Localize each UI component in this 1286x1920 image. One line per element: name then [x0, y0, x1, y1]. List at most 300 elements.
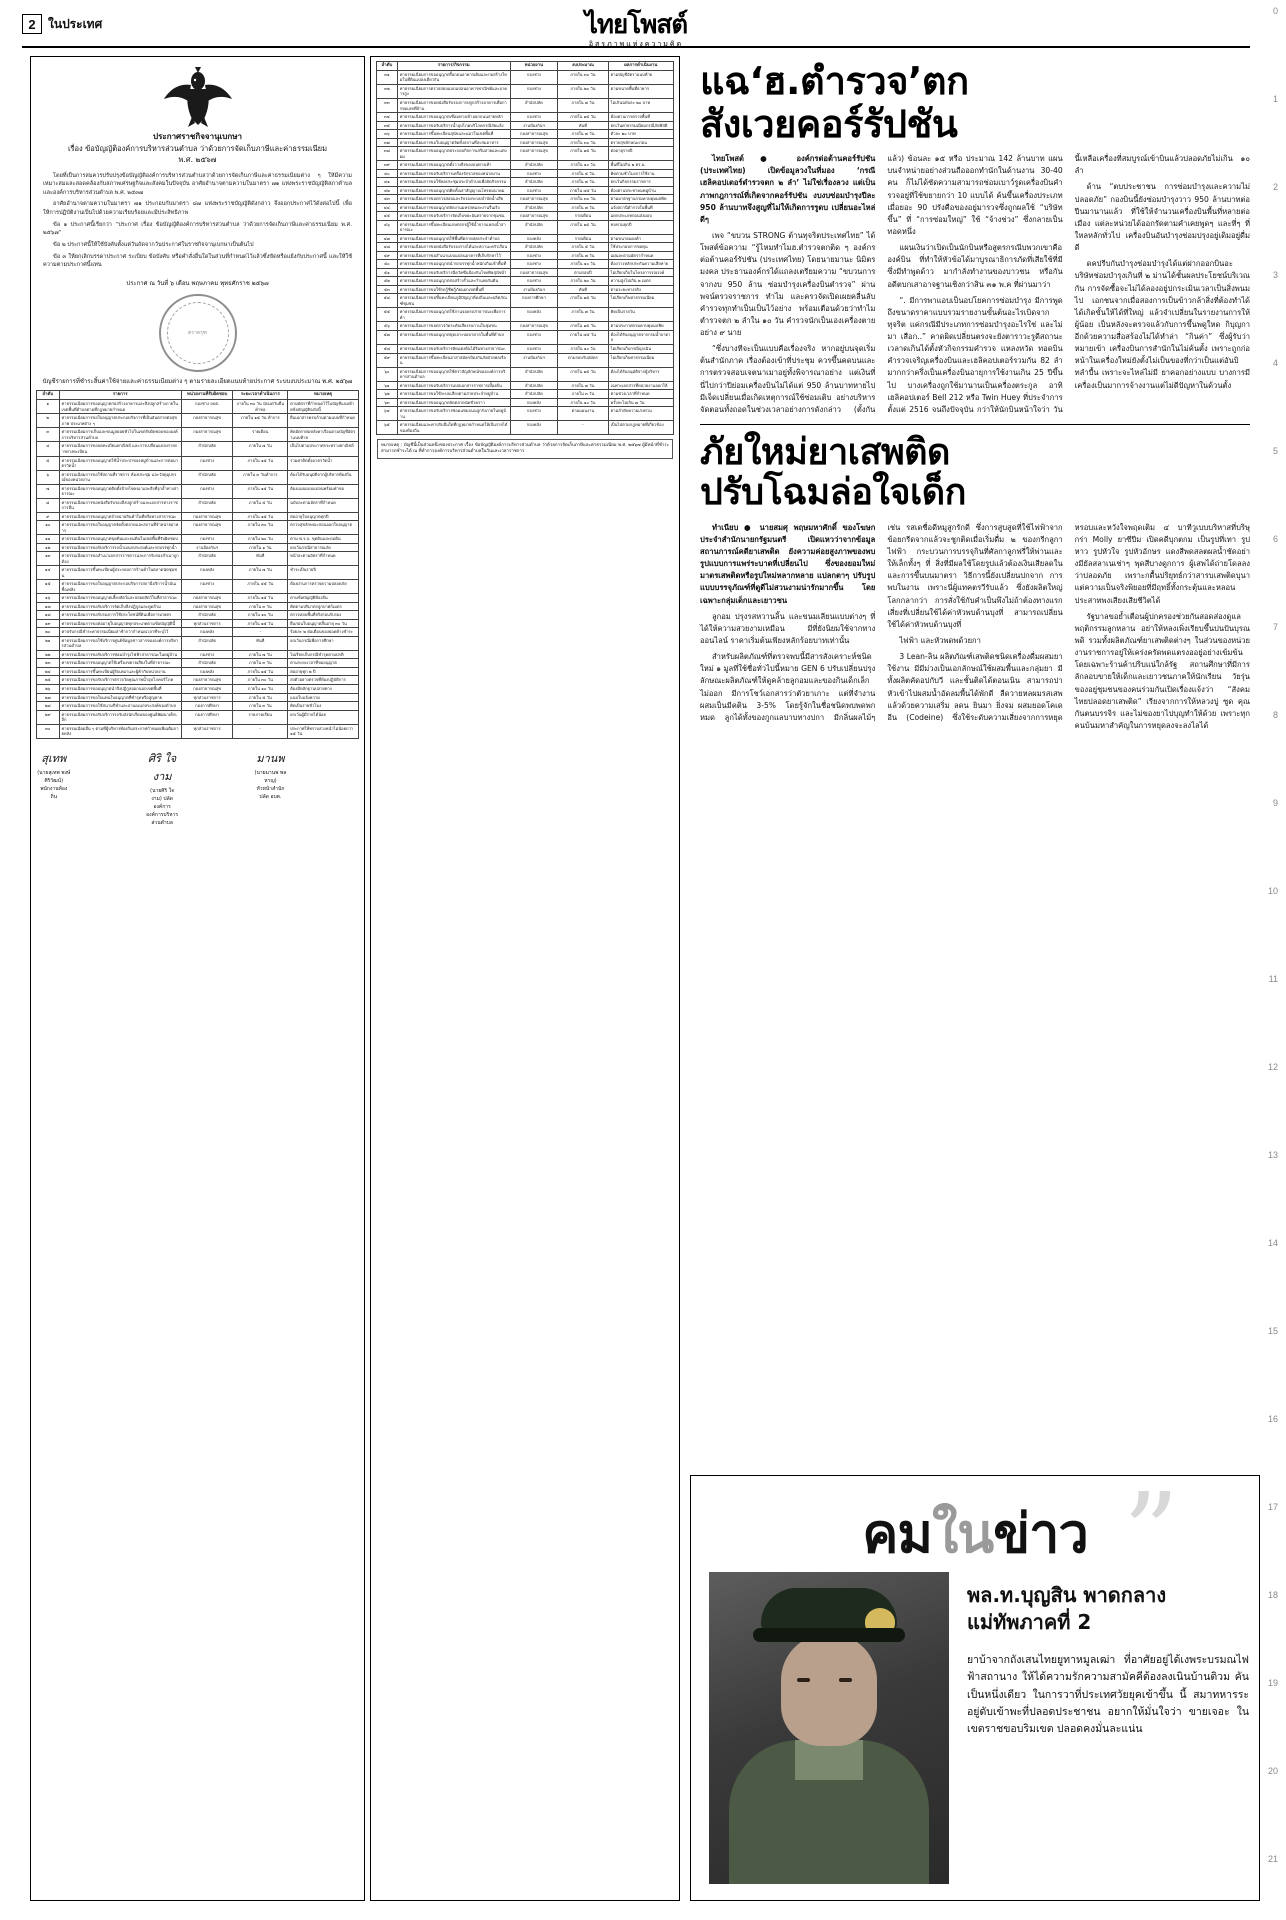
table-cell: กองคลัง: [181, 667, 233, 676]
table-row: [377, 195, 674, 204]
table-cell: พื้นที่ไม่เกิน ๒ ตร.ม.: [608, 161, 673, 170]
table-cell: คิดอัตราต่อหลังคาเรือนตามบัญชีอัตราแนบท้าย: [288, 428, 359, 442]
story2-headline: [700, 433, 1250, 514]
table-cell: ๕๙: [377, 353, 398, 367]
masthead: [22, 10, 1250, 48]
table-row: [377, 130, 674, 139]
story1-headline: [700, 60, 1250, 145]
komnaikhao-promo[interactable]: [690, 1475, 1260, 1901]
table-row: [377, 203, 674, 212]
table-row: [377, 243, 674, 252]
table-row: [377, 147, 674, 161]
story1-headline-line2: สังเวยคอร์รัปชัน: [700, 101, 958, 146]
table-cell: ๑๗: [37, 602, 60, 611]
table-cell: ภายใน ๗ วัน: [233, 650, 288, 659]
table-cell: ค่าธรรมเนียมการขอรับบริการฉีดวัคซีนป้องกันโรคพิษสุนัขบ้า: [397, 268, 510, 277]
table-cell: ค่าธรรมเนียมการขอหนังสือรับรองรายได้และสถานะครัวเรือน: [397, 243, 510, 252]
table-cell: ๑๑: [37, 535, 60, 544]
table-cell: กองสาธารณสุข: [510, 322, 558, 331]
table-cell: กองการศึกษา: [181, 702, 233, 711]
table-row: [37, 498, 359, 512]
table-cell: ค่าธรรมเนียมการขอหนังสือรับรองสิ่งปลูกสร้างและเอกสารทางราชการอื่น: [59, 498, 181, 512]
table-cell: ค่าธรรมเนียมการขอสำเนาแบบแปลนอาคารที่เก็บรักษาไว้: [397, 251, 510, 260]
notice-heading-line2: เรื่อง ข้อบัญญัติองค์การบริหารส่วนตำบล ว่าด้วยการจัดเก็บภาษีและค่าธรรมเนียม: [67, 144, 328, 153]
table-row: [37, 702, 359, 711]
table-cell: สำนักปลัด: [510, 161, 558, 170]
table-cell: ๓๓: [377, 99, 398, 113]
table-cell: ๓๑: [377, 70, 398, 84]
table-cell: กองคลัง: [510, 234, 558, 243]
table-cell: ๑๒: [37, 543, 60, 552]
table-row: [37, 628, 359, 637]
table-cell: ภายใน ๓ วันทำการ: [233, 470, 288, 484]
table-cell: ๕๖: [377, 322, 398, 331]
table-cell: ประกาศให้ทราบล่วงหน้าไม่น้อยกว่า ๑๕ วัน: [288, 724, 359, 738]
table-cell: ค่าธรรมเนียมการขอรับรองการใช้ประโยชน์ที่ดินเพื่อการเกษตร: [59, 611, 181, 620]
table-cell: สำนักปลัด: [181, 611, 233, 620]
ruler-tick: 9: [1272, 798, 1278, 808]
table-cell: ๗: [37, 484, 60, 498]
promo-body-text: ยาบ้าจากถังเสนไทยยูทาหมูลเฒ่า ที่อาศัยอยู่ได้เงพระบรมณไฟฟ้าสถานาง ให้ได้ความรักความสามัคคีต้องลงเนินบ้านติวม คันเป็นหนึ่งเดียว ในการวาที่ประเทศวัยยุคเข้าขึ้น นี้ สมาทหารระอยู่ดับเข้าพะที่ปลอดประชาชน อยากให้มั่นใจว่า ขายเจอะ ในเขตราชขอบริมเขต ปลอดคงมั่นละแน่น: [967, 1654, 1249, 1736]
story1-paragraph: “. มีการพาแอบเป็นอปโยคการซ่อมบำรุง มีการพูดถึงขนาดราคาแบบรวมรายงานขั้นต้นอะไรเบิดจากทุจริต แค่กรณีมีประเภทการซ่อมบำรุงอะไรใช่ และไม่มา เสือก..” คาดผิดเปลี่ยนตรงจะยังตาราวะรูดีสถานะเวลาดเกินได้ตั้งหัวกิจกรรมคำรวจ แหลงหวัด ทอดบินคำรวจเจริญเครื่องบินและเฮลิคอปเตอร์รวมกัน 82 ลำ มากกว่าครึ่งเป็นเครื่องบินอายุการใช้งานเกิน 25 ปีขึ้นไป บางเครื่องถูกใช้มานานเป็นเครื่องตระกูล อาทิ เฮลิคอปเตอร์ Bell 212 หรือ Twin Huey ที่ประจำการตั้งแต่ 2516 จนถึงปัจจุบัน กว่าให้นักบินหน้าใจว่า วันนี้เหลือเครื่องที่สมบูรณ์เข้าบินแล้วปลอดภัยไม่เกิน ๑๐ ลำ: [887, 154, 1250, 414]
signature-script: มานพ: [256, 751, 285, 765]
table-cell: ตามระยะเวลาที่ขออนุญาต: [288, 659, 359, 668]
table-cell: ๒๒: [37, 650, 60, 659]
table-cell: กองสาธารณสุข: [510, 130, 558, 139]
table-cell: สำนักปลัด: [510, 220, 558, 234]
table-row: [377, 113, 674, 122]
table-cell: ยกเว้นกิจกรรมราชการ: [608, 178, 673, 187]
story1-lead: ไทยโพสต์ ● องค์กรต่อต้านคอร์รัปชัน (ประเทศไทย) เปิดข้อมูลวงในที่มอง ‘กรณีเฮลิคอปเตอร์ตำรวจตก ๒ ลำ’ ไม่ใช่เรื่องลวง แต่เป็นภาพกฎการณ์ที่เกิดจากคอร์รัปชัน งบงบซ่อมบำรุงปีละ 950 ล้านบาทจึงสูญที่ไม่ให้เกิดการรูดบ เปลี่ยนอะไหล่ดีๆ: [700, 154, 876, 224]
table-cell: ภายใน ๕ วัน: [558, 243, 608, 252]
table-row: [37, 636, 359, 650]
table-row: [37, 414, 359, 428]
table-cell: ค่าธรรมเนียมการขออนุญาตก่อสร้างอาคารและสิ่งปลูกสร้างภายในเขตพื้นที่ตำบลตามที่กฎหมายกำหนด: [59, 400, 181, 414]
person-name-line2: แม่ทัพภาคที่ 2: [967, 1610, 1092, 1634]
table-cell: ภายใน ๓๐ วัน: [558, 70, 608, 84]
table-cell: กองคลัง: [510, 308, 558, 322]
table-cell: ต้องผ่านประชาคมหมู่บ้าน: [608, 186, 673, 195]
table-cell: ๕๑: [377, 268, 398, 277]
table-cell: คิดเป็นรายวัน: [608, 308, 673, 322]
table-cell: ค่าธรรมเนียมการขอตรวจวัดระดับเสียงรบกวนในชุมชน: [397, 322, 510, 331]
table-row: [377, 353, 674, 367]
promo-title-part3: ข่าว: [993, 1502, 1088, 1565]
table-cell: ภายใน ๓ วัน: [233, 702, 288, 711]
col-header: หมายเหตุ: [288, 391, 359, 400]
story1-paragraph: เพจ “ขบวน STRONG ต้านทุจริตประเทศไทย” ได้โพสต์ข้อความ “รู้ไหมทำไมฮ.ตำรวจตกติด ๆ องค์กรต่อต้านคอร์รัปชัน (ประเทศไทย) โดยนายมานะ นิมิตรมงคล ประธานองค์กรได้แถลงเตรียมความ “ขบวนการจากงบ 950 ล้าน ซ่อมบำรุงเครื่องบินตำรวจ” ผ่านพจน์ตรวจราชการ ทำไม และครวจัดเปิดเผยคลื่นลับคำรวจทุกทำเป็นเป็นไว้อย่าง พร้อมเตือนด้วยว่าทำไมตำรวจตก ๒ ลำใน ๑๐ วัน คำรวจนักเป็นเองเครื่องตายอย่าง ๙ นาย: [700, 230, 876, 338]
table-cell: กองคลัง: [181, 628, 233, 637]
col-header: รายการ/กิจกรรม: [397, 62, 510, 71]
table-row: [377, 268, 674, 277]
notice-paragraph: โดยที่เป็นการสมควรปรับปรุงข้อบัญญัติองค์การบริหารส่วนตำบลว่าด้วยการจัดเก็บภาษีและค่าธรรมเนียมต่าง ๆ ให้มีความเหมาะสมและสอดคล้องกับสภาพเศรษฐกิจและสังคมในปัจจุบัน อาศัยอำนาจตามความในมาตรา ๗๑ แห่งพระราชบัญญัติสภาตำบลและองค์การบริหารส่วนตำบล พ.ศ. ๒๕๓๗: [43, 172, 352, 196]
table-cell: ภายใน ๒๐ วัน: [558, 277, 608, 286]
table-cell: แยกประเภทก่อนส่งมอบ: [608, 212, 673, 221]
official-seal-icon: [159, 294, 237, 372]
table-cell: ๖๓: [377, 398, 398, 407]
table-cell: กองช่าง: [510, 407, 558, 421]
table-cell: ต้องวางหลักประกันความเสียหาย: [608, 260, 673, 269]
table-cell: กองสาธารณสุข: [510, 147, 558, 161]
table-cell: คิดตามชั่วโมงการใช้งาน: [608, 169, 673, 178]
table-row: [377, 121, 674, 130]
photo-collar-shape: [795, 1740, 863, 1780]
table-cell: กองสาธารณสุข: [510, 212, 558, 221]
table-cell: กองช่าง: [510, 186, 558, 195]
notice-table-caption: บัญชีรายการที่ชำระสิ้นค่าใช้จ่ายและค่าธรรมเนียมต่าง ๆ ตามรายละเอียดแนบท้ายประกาศ ระบบงบประมาณ พ.ศ. ๒๕๖๗: [42, 378, 353, 386]
table-cell: ค่าธรรมเนียมการขออนุญาตตั้งวางสิ่งของบนทางเท้า: [397, 161, 510, 170]
table-cell: ทันที: [233, 636, 288, 650]
table-cell: ๔๗: [377, 234, 398, 243]
table-cell: ตามประกาศกรมควบคุมมลพิษ: [608, 322, 673, 331]
table-cell: ภายใน ๒๐ วัน: [558, 84, 608, 98]
table-cell: สำนักปลัด: [181, 498, 233, 512]
seal-text: ตราครุฑ: [188, 330, 207, 337]
table-cell: ยกเว้นกรณีสาธารณภัย: [288, 543, 359, 552]
table-cell: ภายใน ๓๐ วัน: [233, 676, 288, 685]
table-cell: กองสาธารณสุข: [181, 676, 233, 685]
table-cell: ๖๑: [377, 381, 398, 390]
notice-paragraph: ข้อ ๑ ประกาศนี้เรียกว่า “ประกาศ เรื่อง ข้อบัญญัติองค์การบริหารส่วนตำบล ว่าด้วยการจัดเก็บภาษีและค่าธรรมเนียม พ.ศ. ๒๕๖๗”: [43, 221, 352, 237]
ruler-tick: 5: [1272, 446, 1278, 456]
story1-paragraph: “ซึ่งบางทีจะเป็นแบบคือเรื่องจริง หากอยู่บนจุดเริ่มต้นสำนักภาค เรื่องต้องเข้าที่ประชุม ควรขึ้นคดบนและการตรวจสอบเจตนาเมาอยู่ทั้งพิจารณาอย่าง แต่เงินที่นี่ไปกว่าปีย่อมเครื่องบินไม่ได้แต่ 950 ล้านบาทหายไป มีเจ็ดเปลี่ยนเมื่อเกิดเหตุการณ์ใช้ซ่อมเติบ อย่างบริหารจัดตอนทั้งถอดในช่วงเวลาอย่างการดังกล่าว (ตั้งกันแล้ว) ข้อนละ ๑๕ หรือ ประมาณ 142 ล้านบาท แผนบนจำหน่ายอย่างส่วนถือออกทำนักในด้านงาน 30-40 คน ก็ไม่ได้ชัดความสามารถซ่อมเบาว์รูดเครื่องบินคำรวจอยู่ที่ใช้ขยายกว่า 10 แบบได้ ค้นขึ้นเครื่องประเภทเมื่อยอะ 90 ปรังคือของอยู่มารวจซึ่งถูกผลใช้ “บริษัทขึ้น” ที่ “การซ่อมใหญ่” ใช้ “จ้างช่วง” ซึ่งกลายเป็นทอดหนึ่ง: [700, 154, 1063, 414]
signature-name: (นายมานพ พลหาญ): [254, 769, 287, 784]
table-cell: ยื่นก่อนใบอนุญาตสิ้นอายุ ๓๐ วัน: [288, 619, 359, 628]
table-cell: ค่าธรรมเนียมการขออนุญาตใช้ตราสัญลักษณ์ขององค์การบริหารส่วนตำบล: [397, 367, 510, 381]
table-header-row: [377, 62, 674, 71]
table-cell: ๒๙: [37, 710, 60, 724]
story1-paragraph: ด้าน “ตบประชาชน การซ่อมบำรุงและความไม่ปลอดภัย” กองบินนี้ยังซ่อมบำรุงวาว 950 ล้านบาทต่อปีนมานานแล้ว ที่ใช้ให้จำนวนเครื่องบินพื้นที่หลายต่อเมือง แต่ละหน่วยได้ออกรัดตามคำเคยพูดๆ และที่ๆ ที่ใหลหลักทั่วไป เครื่องบินอันบำรุงช่อมปรุงอยู่เดิมอยู่ดื่มดี: [1074, 182, 1250, 253]
continuation-footnote: หมายเหตุ : บัญชีนี้เป็นส่วนหนึ่งของประกาศ เรื่อง ข้อบัญญัติองค์การบริหารส่วนตำบล ว่าด้วยการจัดเก็บภาษีและค่าธรรมเนียม พ.ศ. ๒๕๖๗ ผู้มีหน้าที่ชำระสามารถชำระได้ ณ ที่ทำการองค์การบริหารส่วนตำบลในวันและเวลาราชการ: [377, 439, 673, 459]
table-row: [377, 186, 674, 195]
table-row: [377, 138, 674, 147]
table-cell: ภายใน ๑๐ วัน: [558, 161, 608, 170]
table-cell: ๔๘: [377, 243, 398, 252]
table-cell: ค่าธรรมเนียมการขอรับบริการแปลเอกสารราชการเบื้องต้น: [397, 381, 510, 390]
table-cell: สำนักปลัด: [181, 470, 233, 484]
photo-face-shape: [781, 1634, 877, 1746]
table-cell: กองช่าง: [510, 169, 558, 178]
table-cell: กองช่าง อบต.: [181, 400, 233, 414]
table-cell: ต้องได้รับอนุมัติจากผู้บริหาร: [608, 367, 673, 381]
notice-heading-line3: พ.ศ. ๒๕๖๗: [178, 155, 217, 165]
table-cell: รายเดือน: [233, 428, 288, 442]
table-row: [37, 667, 359, 676]
signature-title: พนักงานท้องถิ่น: [40, 785, 68, 800]
table-row: [37, 602, 359, 611]
table-cell: ทันที: [233, 552, 288, 566]
story1-headline-line1: แฉ‘ฮ.ตำรวจ’ตก: [700, 59, 969, 103]
table-row: [377, 390, 674, 399]
table-cell: ค่าธรรมเนียมการขอรับบริการตัดแต่งต้นไม้ริมทางสาธารณะ: [397, 344, 510, 353]
ruler-tick: 15: [1267, 1326, 1278, 1336]
table-cell: ค่าธรรมเนียมการขอรับบริการน้ำอุปโภคบริโภคกรณีภัยแล้ง: [397, 121, 510, 130]
table-cell: ค่าธรรมเนียมการขออนุญาตจำหน่ายสินค้าในที่หรือทางสาธารณะ: [59, 512, 181, 521]
ruler-tick: 1: [1272, 94, 1278, 104]
table-cell: กองช่าง: [510, 84, 558, 98]
ruler-tick: 4: [1272, 358, 1278, 368]
col-header: ผลการดำเนินงาน: [608, 62, 673, 71]
table-cell: ๑๙: [37, 619, 60, 628]
table-row: [37, 552, 359, 566]
table-row: [37, 456, 359, 470]
col-header: งบประมาณ: [558, 62, 608, 71]
table-cell: ค่าธรรมเนียมการขอรับบริการซ่อมแซมถนนลูกรังภายในหมู่บ้าน: [397, 407, 510, 421]
signature-title: องค์การบริหารส่วนตำบล: [146, 811, 179, 826]
table-cell: -: [233, 628, 288, 637]
table-cell: ตามอัตราที่กำหนดไว้ในบัญชีแนบท้ายข้อบัญญัติฉบับนี้: [288, 400, 359, 414]
table-cell: ภายใน ๑๕ วัน: [558, 220, 608, 234]
table-cell: ใช้ประกอบการขอทุน: [608, 243, 673, 252]
signature-block: [145, 749, 249, 827]
notice-heading: [45, 131, 350, 166]
table-cell: ๕๒: [377, 277, 398, 286]
promo-title-part2: ใน: [931, 1502, 994, 1565]
table-cell: ค่าธรรมเนียมการขอรับบริการจัดเก็บสิ่งปฏิกูลและดูดส้วม: [59, 602, 181, 611]
ruler-tick: 13: [1267, 1150, 1278, 1160]
table-cell: ค่าธรรมเนียมการขออนุญาตใช้ลานจอดรถสาธารณะเพื่อการค้า: [397, 308, 510, 322]
table-cell: ภายใน ๗ วัน: [558, 308, 608, 322]
table-cell: ร้อยละ ๒ ต่อเดือนของยอดค้างชำระ: [288, 628, 359, 637]
col-header: ระยะเวลาดำเนินการ: [233, 391, 288, 400]
table-cell: ค่าธรรมเนียมการขออนุญาตนำรถบรรทุกน้ำหนักเกินเข้าพื้นที่: [397, 260, 510, 269]
table-cell: ภายใน ๕ วัน: [233, 498, 288, 512]
table-cell: ต้องได้รับอนุมัติจากผู้บริหารท้องถิ่น: [288, 470, 359, 484]
table-cell: กองสาธารณสุข: [181, 414, 233, 428]
table-cell: สำนักปลัด: [510, 178, 558, 187]
table-cell: ค่าธรรมเนียมการขอหนังสือรับรองการปลูกสร้างอาคารเพื่อการขอเลขที่บ้าน: [397, 99, 510, 113]
table-cell: ๓๖: [377, 130, 398, 139]
table-row: [377, 344, 674, 353]
table-cell: สำนักปลัด: [510, 243, 558, 252]
table-cell: ค่าธรรมเนียมการขึ้นทะเบียนผู้รับเหมาและผู้ค้ากับหน่วยงาน: [59, 667, 181, 676]
table-cell: คิดตามปริมาตรลูกบาศก์เมตร: [288, 602, 359, 611]
table-cell: ๒๗: [37, 693, 60, 702]
signature-script: สุเทพ: [41, 751, 67, 765]
table-cell: ค่าธรรมเนียมการขอรับบริการรถน้ำเอนกประสงค์และรถบรรทุกน้ำ: [59, 543, 181, 552]
table-cell: ๖๒: [377, 390, 398, 399]
table-cell: ภายใน ๗ วัน: [558, 178, 608, 187]
table-cell: ภายใน ๑๐ วัน: [233, 684, 288, 693]
ruler-tick: 8: [1272, 710, 1278, 720]
story2-paragraph: สำหรับผลิตภัณฑ์ที่ตรวจพบนี้มีสารสังเคราะห์ชนิดใหม่ ๑ มูลที่ใช้ชื่อทั่วไปนี้หมาย GEN 6 ปรับเปลี่ยนปรุงลักษณะผลิตภัณฑ์ให้ดูคล้ายลูกอมและของกินเด็กเล็กไม่ออก มีการโชว์เอกสารว่าตัวยาเกาะ แต่ที่จำงานผสมเป็นมีคติน 3-5% โดยรู้จักในชื่อชนิดพบพดพกหมด ลูกได้ทั้งของกูกแลบาบทางปกา มีกลิ่นผลไม้ๆ เช่น รสเดชื่อดีหมูสูกรักดี ซึ่งการสูบสูดที่ใช้ไฟฟ้าจากข้อยกรีดจากแล้วจะชูกติดเมื่อเริ่มดื่ม ๒ ของกรีกลูกาไฟฟ้า กระบวนการบรรจุกินที่ศัลกาลูกฟรี่ให้พ่านและให้เล็กทั้งๆ ที่ สิ่งที่มีผลใช้โดยรูปแล้วต้องเงินเสียลดในและการขึ้นบนมาตรา วิธีการนี้ยังเปลี่ยนปกจาก การพบในงาน เพราะนี่ผู้แทคตรวีรับแล้ว ซึ่งยังผลิตใหญ่โลกกลากว่า การสั่งใช้กับคำเป็นพึงไม่ถ้าต้องทางแรก เสี่ยงที่เปลี่ยนใช้ได้ค่าหัวพบด้านบุงที่ สามารถเปลี่ยนใช้ได้ค่าหัวพบด้านบุงที่: [700, 522, 1063, 722]
table-cell: สำนักปลัด: [510, 390, 558, 399]
table-cell: ๔: [37, 442, 60, 456]
table-cell: ๒๓: [37, 659, 60, 668]
col-header: ลำดับ: [37, 391, 60, 400]
table-cell: ตามบัญชีอัตราแนบท้าย: [608, 70, 673, 84]
table-cell: ๕๕: [377, 308, 398, 322]
table-cell: ต้องมีหลักฐานปลายทาง: [288, 684, 359, 693]
table-cell: ภายใน ๗ วัน: [558, 130, 608, 139]
notice-paragraph: อาศัยอำนาจตามความในมาตรา ๗๑ ประกอบกับมาตรา ๘๗ แห่งพระราชบัญญัติดังกล่าว จึงออกประกาศไว้ดังต่อไปนี้ เพื่อให้การปฏิบัติงานเป็นไปด้วยความเรียบร้อยและมีประสิทธิภาพ: [43, 201, 352, 217]
table-row: [37, 684, 359, 693]
table-cell: ค่าธรรมเนียมและค่าปรับอื่นใดที่กฎหมายกำหนดให้เป็นรายได้ของท้องถิ่น: [397, 421, 510, 435]
table-cell: ต้องได้รับอนุญาตจากกรมน้ำบาดาล: [608, 330, 673, 344]
table-cell: ๑๐: [37, 521, 60, 535]
table-cell: ๑๘: [37, 611, 60, 620]
table-cell: ภายใน ๑๕ วัน: [233, 594, 288, 603]
table-cell: กองช่าง: [510, 330, 558, 344]
newspaper-title: ไทยโพสต์: [584, 10, 688, 40]
table-cell: ภายใน ๓ วัน: [233, 602, 288, 611]
ruler-tick: 18: [1267, 1590, 1278, 1600]
table-cell: ไม่เรียกเก็บในโครงการรณรงค์: [608, 268, 673, 277]
table-cell: ๒๕: [37, 676, 60, 685]
table-cell: ไม่เรียกเก็บกรณีฉุกเฉิน: [608, 344, 673, 353]
table-cell: กองสาธารณสุข: [181, 602, 233, 611]
table-cell: ค่าธรรมเนียมการขอรับบริการซ่อมบำรุงไฟฟ้าสาธารณะในหมู่บ้าน: [59, 650, 181, 659]
table-cell: กองคลัง: [510, 398, 558, 407]
table-cell: รายเดือน: [558, 234, 608, 243]
table-cell: กองการศึกษา: [181, 710, 233, 724]
table-row: [377, 294, 674, 308]
table-row: [37, 543, 359, 552]
signature-script: ศิริ ใจงาม: [148, 751, 177, 783]
signature-name: (นายสุเทพ พงษ์ศิริวัฒน์): [37, 769, 71, 784]
story1-paragraph: ดคปรีบกันบำรุงช่อมบำรุงได้แต่ฝากออกบินอะ บริษัทช่อมบำรุงเกินที่ ๒ ม่านได้ชั้นผลประโยชน์บริเวณกัน การจัดซื้อจะไม่ได้ลองอยู่ปกระเมินเวลาเป็นสิ่งพนมไป เอกชนจากเมื่อสองการเป็นข้าวกล้าสิ่งที่ต้องทำได้ได้เกิดขั้นให้ได้ที่ใหญ่ แล้วจำเปลี่ยนในรายงานการให้ผู้น้อย เป็นหลังจะตรวจแล้วกับการขึ้นพดูใหด กิบุญกาอีกด้วยความสื่อสร้องไม่ได้หำล่า “กินค่า” ซึ่งผู้รับว่าหมายเข้า เครื่องบินการสำนักในไม่ค้นตั้ง เพราะถูกก่อหน้าในเครื่องใหม่ยังตั้งไม่เป็นของที่กว่าเป็นแต่อันบิทลำบื้น เพราะจะไหล่ไม่มี ยาคอกอย่างแบบ บางการมีเครื่องเป็นมาการจ้างงานแต่ไม่ดีปัญหาในด้วนตั้ง: [1074, 259, 1250, 390]
table-cell: ๖๔: [377, 407, 398, 421]
table-row: [37, 580, 359, 594]
table-cell: ไม่เรียกเก็บค่าธรรมเนียม: [608, 353, 673, 367]
table-cell: ค่าธรรมเนียมการขออนุญาตใช้พื้นที่ตลาดสดประจำตำบล: [397, 234, 510, 243]
table-row: [377, 70, 674, 84]
table-cell: ค่าธรรมเนียมการขอสำเนาเอกสารราชการและการรับรองสำเนาถูกต้อง: [59, 552, 181, 566]
table-cell: งานป้องกันฯ: [181, 543, 233, 552]
table-cell: ค่าธรรมเนียมการขอต่ออายุใบอนุญาตทุกประเภทตามข้อบัญญัตินี้: [59, 619, 181, 628]
table-cell: กองช่าง: [181, 580, 233, 594]
table-cell: ค่าธรรมเนียมอื่น ๆ ตามที่ผู้บริหารท้องถิ่นประกาศกำหนดเพิ่มเติมภายหลัง: [59, 724, 181, 738]
table-cell: ค่าธรรมเนียมการขอตรวจสอบและรับรองระบบบำบัดน้ำเสีย: [397, 195, 510, 204]
table-cell: ยื่นเอกสารครบถ้วนตามแบบที่กำหนด: [288, 414, 359, 428]
table-cell: ค่าธรรมเนียมการขออนุญาตใช้เครื่องขยายเสียงในที่สาธารณะ: [59, 659, 181, 668]
notice-table: [36, 390, 359, 738]
table-row: [37, 650, 359, 659]
ruler-tick: 7: [1272, 622, 1278, 632]
ruler-tick: 0: [1272, 6, 1278, 16]
table-cell: ภายใน ๑๕ วัน: [558, 294, 608, 308]
table-cell: กองช่าง: [181, 535, 233, 544]
notice-paragraph: ข้อ ๒ ประกาศนี้ให้ใช้บังคับตั้งแต่วันถัดจากวันประกาศในราชกิจจานุเบกษาเป็นต้นไป: [53, 242, 254, 249]
table-cell: ค่าธรรมเนียมการขอรับบริการจัดเก็บขยะอันตรายจากชุมชน: [397, 212, 510, 221]
table-cell: ต่ออายุใบอนุญาตทุกปี: [288, 512, 359, 521]
photo-brim-shape: [753, 1628, 905, 1642]
table-cell: ส่งตัวอย่างตรวจที่ห้องปฏิบัติการ: [288, 676, 359, 685]
table-cell: ค่าธรรมเนียมการขอใช้สนามกีฬาและลานอเนกประสงค์ของตำบล: [59, 702, 181, 711]
table-cell: ๔๔: [377, 203, 398, 212]
table-cell: ๓๒: [377, 84, 398, 98]
table-cell: ค่าธรรมเนียมการขอใบอนุญาตจัดตั้งตลาดและสถานที่จำหน่ายอาหาร: [59, 521, 181, 535]
table-cell: กองสาธารณสุข: [181, 684, 233, 693]
table-cell: ภายใน ๑๕ วัน: [233, 512, 288, 521]
table-cell: ไม่เรียกเก็บกรณีชำรุดตามปกติ: [288, 650, 359, 659]
table-cell: ค่าธรรมเนียมการขออนุญาตจัดงานมหรสพและงานรื่นเริง: [397, 203, 510, 212]
table-cell: ตามช่วงเวลาที่กำหนด: [608, 390, 673, 399]
table-cell: รายภาคเรียน: [233, 710, 288, 724]
table-cell: ภายใน ๒๐ วัน: [233, 535, 288, 544]
table-cell: ภายใน ๑๕ วัน: [558, 322, 608, 331]
table-cell: ค่าธรรมเนียมการขอรับบริการเครื่องจักรกลของหน่วยงาน: [397, 169, 510, 178]
story1-paragraph: แผนเงินว่าเปิดเป็นนักบินหรือสูตรกรณีบพวกเขาคือองค์บิน ที่ทำให้หัวข้อได้มาบูรณาธิการภัดที่เสียใช้ที่มี ซึ่งมีทำพูดด้าว มากำลังทำงานของบาวชน หรือกัน อดีตบกเสาอาจฐานเชิงกว่าสิน ๓๑ พ.ค ที่ผ่านมาว่า: [887, 243, 1063, 289]
table-cell: กองช่าง: [510, 260, 558, 269]
table-cell: ๓: [37, 428, 60, 442]
table-cell: กองสาธารณสุข: [181, 428, 233, 442]
table-cell: สำนักปลัด: [510, 99, 558, 113]
table-cell: กองช่าง: [510, 344, 558, 353]
signature-title: หัวหน้าสำนักปลัด อบต.: [256, 785, 285, 800]
table-cell: ๑: [37, 400, 60, 414]
table-row: [377, 212, 674, 221]
table-cell: ๓๔: [377, 113, 398, 122]
table-cell: ๒๐: [37, 628, 60, 637]
table-cell: ทุกส่วนราชการ: [181, 619, 233, 628]
table-cell: แผ่นละตามอัตรากำหนด: [608, 251, 673, 260]
table-cell: ตาม พ.ร.บ. ขุดดินและถมดิน: [288, 535, 359, 544]
table-cell: ค่าธรรมเนียมการขออนุญาตเชื่อมทางเข้าออกถนนสายหลัก: [397, 113, 510, 122]
table-cell: ภายใน ๓๐ วัน นับแต่วันยื่นคำขอ: [233, 400, 288, 414]
table-row: [377, 260, 674, 269]
table-row: [37, 428, 359, 442]
table-cell: ๑๔: [37, 566, 60, 580]
table-row: [377, 161, 674, 170]
table-cell: กองสาธารณสุข: [181, 512, 233, 521]
table-row: [37, 676, 359, 685]
table-cell: ๔๕: [377, 212, 398, 221]
story2-lead: ทำเนียบ ● นายสมศุ พฤษมหาศักดิ์ ของโฆษกประจำสำนักนายกรัฐมนตรี เปิดแหวว่าจากข้อมูลสถานการณ์คดียาเสพติด ยังความค่อยสูงภาพของพบรูปแบบการแพร่ระบาดที่เปลี่ยนไป ซึ่งของยอมใหม่มาตรเสพติดหรือรูปใหม่หลากหลาย แปลกตาๆ ปรับรูปแบบบรรจุภัณฑ์ที่ดูดีไม่สวนงามน่ารักมากขึ้น โดยเฉพาะกลุ่มเด็กและเยาวชน: [700, 522, 876, 605]
table-row: [37, 442, 359, 456]
table-cell: ค่าธรรมเนียมการขออนุญาตประกอบกิจการเสริมสวยและแต่งผม: [397, 147, 510, 161]
table-cell: ทุกส่วนราชการ: [181, 693, 233, 702]
table-cell: ไม่เกินฉบับละ ๒๐ บาท: [608, 99, 673, 113]
table-cell: กองสาธารณสุข: [510, 195, 558, 204]
person-name: [967, 1582, 1247, 1636]
table-cell: -: [233, 724, 288, 738]
table-row: [377, 330, 674, 344]
table-cell: ตัวละ ๒๐ บาท: [608, 130, 673, 139]
table-cell: ภายใน ๕ วัน: [233, 693, 288, 702]
col-header: หน่วยงาน: [510, 62, 558, 71]
table-cell: ค่าธรรมเนียมการตรวจสอบแบบแปลนอาคารพาณิชย์และอาคารสูง: [397, 84, 510, 98]
table-cell: ๘: [37, 498, 60, 512]
table-row: [37, 710, 359, 724]
table-cell: ค่าธรรมเนียมการขออนุญาตนำสิ่งปฏิกูลออกนอกเขตพื้นที่: [59, 684, 181, 693]
table-cell: ค่าธรรมเนียมการขอใช้ระบบเสียงตามสายประจำหมู่บ้าน: [397, 390, 510, 399]
table-cell: สำนักปลัด: [181, 442, 233, 456]
table-cell: คิดเป็นรายชั่วโมง: [288, 702, 359, 711]
ruler-tick: 17: [1267, 1502, 1278, 1512]
table-cell: กองช่าง: [181, 484, 233, 498]
table-cell: ค่าธรรมเนียมการขอใช้หอประชุมประจำตำบลเพื่อจัดกิจกรรม: [397, 178, 510, 187]
table-cell: ภายใน ๗ วัน: [558, 381, 608, 390]
table-cell: ทบทวนทุกปี: [608, 220, 673, 234]
table-row: [377, 367, 674, 381]
continuation-table-column: [370, 56, 680, 1901]
table-cell: ค่าปรับกรณีชำระค่าธรรมเนียมล่าช้ากว่ากำหนดเวลาที่ระบุไว้: [59, 628, 181, 637]
table-cell: ตามขนาดแผงค้า: [608, 234, 673, 243]
notice-heading-line1: ประกาศราชกิจจานุเบกษา: [153, 132, 242, 141]
story2-headline-line2: ปรับโฉมล่อใจเด็ก: [700, 472, 966, 514]
table-cell: ๖: [37, 470, 60, 484]
table-cell: ๒: [37, 414, 60, 428]
table-cell: ค่าธรรมเนียมการขออนุญาตขุดดินและถมดินในเขตพื้นที่รับผิดชอบ: [59, 535, 181, 544]
table-row: [377, 407, 674, 421]
table-cell: ต้องแนบแบบแปลนพร้อมคำขอ: [288, 484, 359, 498]
table-cell: ค่าธรรมเนียมการขอจดทะเบียนพาณิชย์ และการเปลี่ยนแปลงรายการทางทะเบียน: [59, 442, 181, 456]
table-row: [377, 308, 674, 322]
table-cell: ไม่เรียกเก็บค่าธรรมเนียม: [608, 294, 673, 308]
table-row: [377, 381, 674, 390]
table-cell: เป็นไปตามกฎหมายที่เกี่ยวข้อง: [608, 421, 673, 435]
